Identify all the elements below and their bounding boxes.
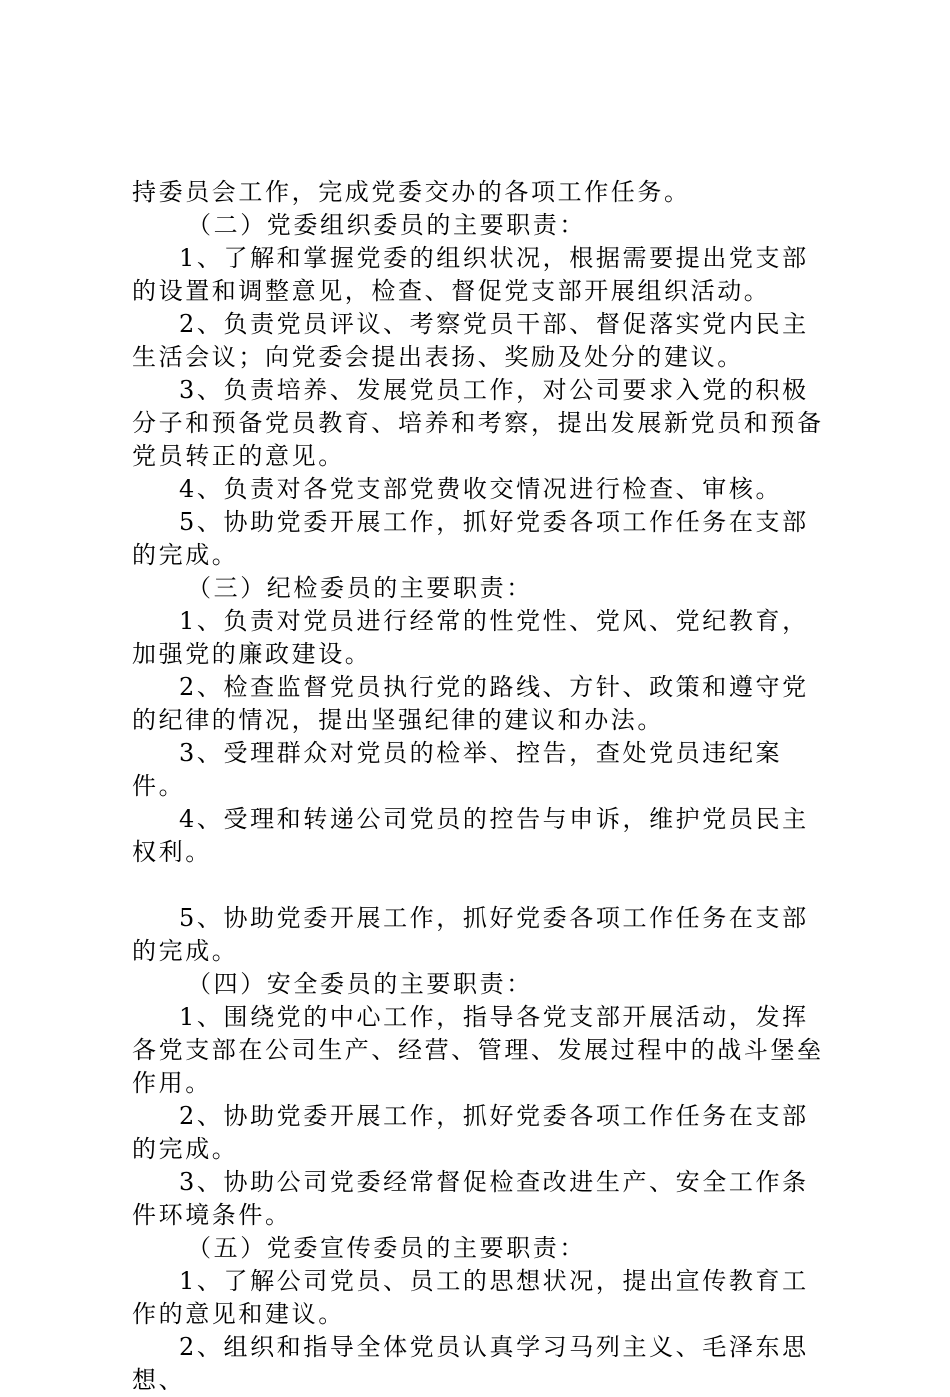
list-item: 2、协助党委开展工作，抓好党委各项工作任务在支部的完成。: [132, 1102, 809, 1163]
list-item: 3、协助公司党委经常督促检查改进生产、安全工作条件环境条件。: [132, 1168, 809, 1229]
list-item: 1、围绕党的中心工作，指导各党支部开展活动，发挥各党支部在公司生产、经营、管理、发展过程中的战斗堡垒作用。: [132, 1003, 824, 1097]
section-heading-organization: （二）党委组织委员的主要职责：: [187, 211, 586, 239]
list-item: 2、组织和指导全体党员认真学习马列主义、毛泽东思想、: [132, 1333, 809, 1394]
section-heading-publicity: （五）党委宣传委员的主要职责：: [187, 1234, 586, 1262]
section-heading-safety: （四）安全委员的主要职责：: [187, 970, 533, 998]
list-item: 1、负责对党员进行经常的性党性、党风、党纪教育，加强党的廉政建设。: [132, 607, 809, 668]
list-item: 4、负责对各党支部党费收交情况进行检查、审核。: [179, 475, 783, 503]
list-item: 3、负责培养、发展党员工作，对公司要求入党的积极分子和预备党员教育、培养和考察，提出发展新党员和预备党员转正的意见。: [132, 376, 824, 470]
list-item: 5、协助党委开展工作，抓好党委各项工作任务在支部的完成。: [132, 508, 809, 569]
list-item: 2、检查监督党员执行党的路线、方针、政策和遵守党的纪律的情况，提出坚强纪律的建议和办法。: [132, 673, 809, 734]
section-heading-discipline: （三）纪检委员的主要职责：: [187, 574, 533, 602]
list-item: 2、负责党员评议、考察党员干部、督促落实党内民主生活会议；向党委会提出表扬、奖励及处分的建议。: [132, 310, 809, 371]
list-item: 1、了解公司党员、员工的思想状况，提出宣传教育工作的意见和建议。: [132, 1267, 809, 1328]
paragraph-continuation: 持委员会工作，完成党委交办的各项工作任务。: [132, 178, 691, 206]
list-item: 4、受理和转递公司党员的控告与申诉，维护党员民主权利。: [132, 805, 809, 866]
document-body: [132, 176, 832, 1397]
list-item: 5、协助党委开展工作，抓好党委各项工作任务在支部的完成。: [132, 904, 809, 965]
list-item: 3、受理群众对党员的检举、控告，查处党员违纪案件。: [132, 739, 783, 800]
list-item: 1、了解和掌握党委的组织状况，根据需要提出党支部的设置和调整意见，检查、督促党支部开展组织活动。: [132, 244, 809, 305]
